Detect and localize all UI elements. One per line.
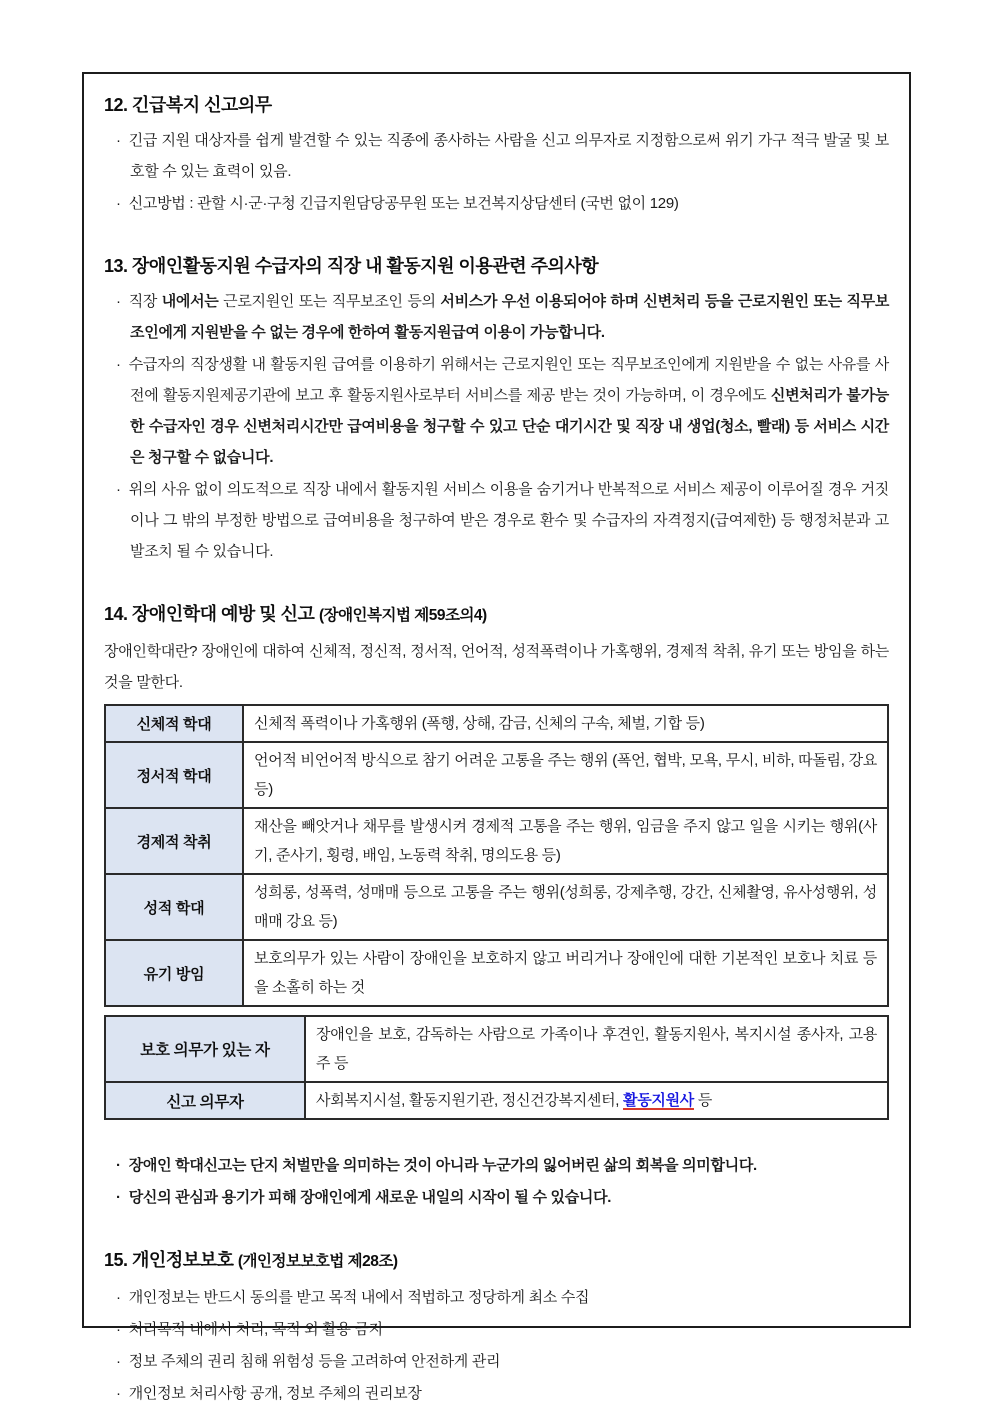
row-description	[305, 1082, 888, 1119]
section-title-text: 개인정보보호	[132, 1250, 234, 1270]
text-segment: 긴급 지원 대상자를 쉽게 발견할 수 있는 직종에 종사하는 사람을 신고 의무자로 지정함으로써 위기 가구 적극 발굴 및 보호할 수 있는 효력이 있음.	[128, 132, 889, 180]
section-title-law-reference: (장애인복지법 제59조의4)	[318, 607, 487, 624]
text-segment: 사회복지시설, 활동지원기관, 정신건강복지센터,	[316, 1092, 624, 1109]
section-12-title	[104, 90, 889, 120]
text-segment: 장애인 학대신고는 단지 처벌만을 의미하는 것이 아니라 누군가의 잃어버린 삶의 회복을 의미합니다.	[128, 1157, 757, 1174]
section-number: 15.	[104, 1250, 128, 1270]
section-14-abuse-prevention	[104, 599, 889, 1213]
table-row-abandonment-neglect	[105, 940, 888, 1006]
row-label: 신체적 학대	[105, 705, 243, 742]
bullet-item	[104, 349, 889, 473]
section-15-title	[104, 1245, 889, 1277]
row-description	[243, 808, 888, 874]
table-row-sexual-abuse	[105, 874, 888, 940]
section-title-law-reference: (개인정보보호법 제28조)	[237, 1253, 398, 1270]
text-segment: 개인정보는 반드시 동의를 받고 목적 내에서 적법하고 정당하게 최소 수집	[128, 1289, 590, 1306]
row-description	[243, 705, 888, 742]
text-segment: 보호의무가 있는 사람이 장애인을 보호하지 않고 버리거나 장애인에 대한 기본적인 보호나 치료 등을 소홀히 하는 것	[254, 950, 877, 996]
bullet-item	[104, 474, 889, 567]
text-segment: 당신의 관심과 용기가 피해 장애인에게 새로운 내일의 시작이 될 수 있습니다.	[128, 1189, 612, 1206]
row-description	[305, 1016, 888, 1082]
row-description	[243, 940, 888, 1006]
section-number: 12.	[104, 95, 128, 115]
table-row-economic-exploitation	[105, 808, 888, 874]
bullet-item	[104, 1182, 889, 1213]
row-label: 성적 학대	[105, 874, 243, 940]
table-row-report-duty	[105, 1082, 888, 1119]
section-title-text: 장애인학대 예방 및 신고	[132, 604, 315, 624]
text-segment: 개인정보 처리사항 공개, 정보 주체의 권리보장	[128, 1385, 422, 1402]
section-13-workplace-activity-support	[104, 251, 889, 567]
text-segment: 직장	[128, 293, 162, 310]
text-segment: 등	[693, 1092, 713, 1109]
section-number: 14.	[104, 604, 128, 624]
row-label: 보호 의무가 있는 자	[105, 1016, 305, 1082]
text-segment: 재산을 빼앗거나 채무를 발생시켜 경제적 고통을 주는 행위, 임금을 주지 않고 일을 시키는 행위(사기, 준사기, 횡령, 배임, 노동력 착취, 명의도용 등)	[254, 818, 877, 864]
text-segment: 신고방법 : 관할 시·군·구청 긴급지원담당공무원 또는 보건복지상담센터 (국번 없이 129)	[128, 195, 679, 212]
text-segment: 처리목적 내에서 처리, 목적 외 활용 금지	[128, 1321, 383, 1338]
section-number: 13.	[104, 256, 128, 276]
section-title-text: 긴급복지 신고의무	[132, 95, 272, 115]
bullet-item	[104, 1150, 889, 1181]
text-segment: 내에서는	[161, 293, 219, 310]
bullet-item	[104, 188, 889, 219]
text-segment: 근로지원인 또는 직무보조인 등의	[218, 293, 441, 310]
section-title-text: 장애인활동지원 수급자의 직장 내 활동지원 이용관련 주의사항	[132, 256, 599, 276]
text-segment: 수급자의 직장생활 내 활동지원 급여를 이용하기 위해서는 근로지원인 또는 직무보조인에게 지원받을 수 없는 사유를 사전에 활동지원제공기관에 보고 후 활동지원사로부터 서비스를 제공 받는 것이 가능하며, 이 경우에도	[128, 356, 889, 404]
text-segment: 성희롱, 성폭력, 성매매 등으로 고통을 주는 행위(성희롱, 강제추행, 강간, 신체촬영, 유사성행위, 성매매 강요 등)	[254, 884, 877, 930]
row-description	[243, 874, 888, 940]
section-12-emergency-welfare	[104, 90, 889, 219]
text-segment: 신변처리가 불가능한 수급자인 경우 신변처리시간만 급여비용을 청구할 수 있고 단순 대기시간 및 직장 내 생업(청소, 빨래) 등 서비스 시간은 청구할 수 없습니다.	[130, 387, 889, 466]
row-description	[243, 742, 888, 808]
document-page-frame	[82, 72, 911, 1402]
bullet-item	[104, 1282, 889, 1313]
section-14-title	[104, 599, 889, 631]
text-segment: 서비스가 우선 이용되어야 하며 신변처리 등을 근로지원인 또는 직무보조인에게 지원받을 수 없는 경우에 한하여 활동지원급여 이용이 가능합니다.	[130, 293, 890, 341]
row-label: 경제적 착취	[105, 808, 243, 874]
text-segment: 신체적 폭력이나 가혹행위 (폭행, 상해, 감금, 신체의 구속, 체벌, 기합 등)	[254, 715, 705, 732]
bullet-item	[104, 125, 889, 187]
section-13-title	[104, 251, 889, 281]
abuse-types-table	[104, 704, 889, 1007]
table-row-physical-abuse	[105, 705, 888, 742]
bullet-item	[104, 1346, 889, 1377]
table-row-emotional-abuse	[105, 742, 888, 808]
bullet-item	[104, 286, 889, 348]
abuse-closing-messages	[104, 1150, 889, 1213]
text-segment: 장애인을 보호, 감독하는 사람으로 가족이나 후견인, 활동지원사, 복지시설 종사자, 고용주 등	[316, 1026, 877, 1072]
row-label: 정서적 학대	[105, 742, 243, 808]
duty-holders-table	[104, 1015, 889, 1120]
text-segment: 정보 주체의 권리 침해 위험성 등을 고려하여 안전하게 관리	[128, 1353, 501, 1370]
row-label: 신고 의무자	[105, 1082, 305, 1119]
row-label: 유기 방임	[105, 940, 243, 1006]
section-15-personal-info-protection	[104, 1245, 889, 1409]
bullet-item	[104, 1314, 889, 1345]
activity-assistant-link[interactable]: 활동지원사	[623, 1092, 694, 1109]
text-segment: 언어적 비언어적 방식으로 참기 어려운 고통을 주는 행위 (폭언, 협박, 모욕, 무시, 비하, 따돌림, 강요 등)	[254, 752, 877, 798]
bullet-item	[104, 1378, 889, 1409]
text-segment: 위의 사유 없이 의도적으로 직장 내에서 활동지원 서비스 이용을 숨기거나 반복적으로 서비스 제공이 이루어질 경우 거짓이나 그 밖의 부정한 방법으로 급여비용을 청구하여 받은 경우로 환수 및 수급자의 자격정지(급여제한) 등 행정처분과 고발조치 될 수 있습니다.	[128, 481, 889, 560]
table-row-protection-duty	[105, 1016, 888, 1082]
abuse-definition-text: 장애인학대란? 장애인에 대하여 신체적, 정신적, 정서적, 언어적, 성적폭력이나 가혹행위, 경제적 착취, 유기 또는 방임을 하는 것을 말한다.	[104, 643, 889, 691]
